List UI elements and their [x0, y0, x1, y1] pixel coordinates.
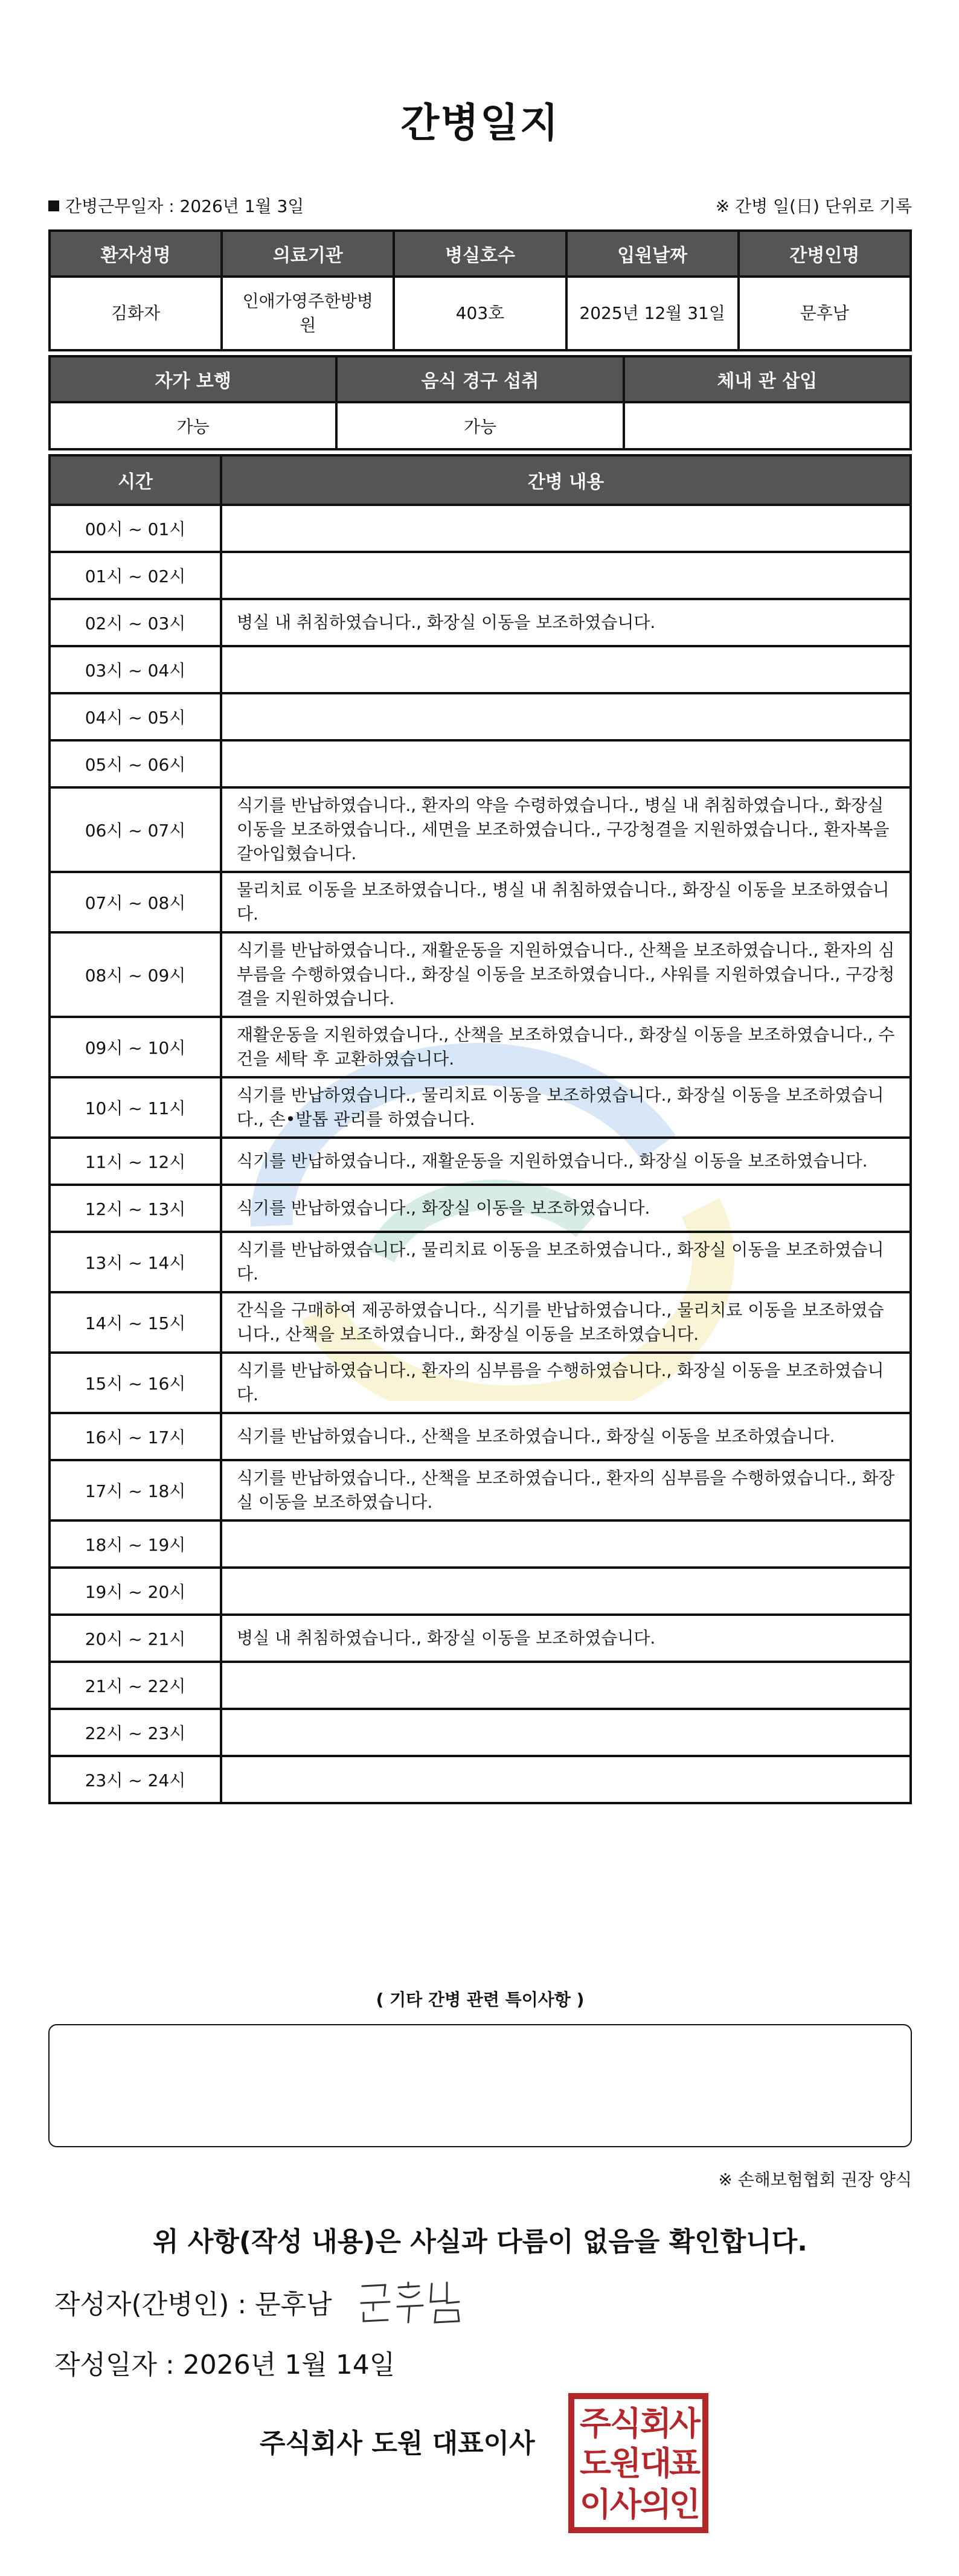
care-content-cell — [221, 552, 911, 599]
care-content-cell: 식기를 반납하였습니다., 물리치료 이동을 보조하였습니다., 화장실 이동을 보조하였습니다. — [221, 1232, 911, 1292]
table-row — [50, 599, 911, 646]
time-cell: 09시 ~ 10시 — [50, 1017, 221, 1077]
caregiver-name-value: 문후남 — [739, 277, 911, 350]
document-title: 간병일지 — [400, 100, 560, 146]
table-row — [50, 1615, 911, 1662]
header-oral-intake: 음식 경구 섭취 — [336, 356, 623, 402]
work-date-text: 간병근무일자 : 2026년 1월 3일 — [65, 196, 304, 216]
care-content-cell: 식기를 반납하였습니다., 재활운동을 지원하였습니다., 산책을 보조하였습니다., 환자의 심부름을 수행하였습니다., 화장실 이동을 보조하였습니다., 샤워를 지원하였습니다., 구강청결을 지원하였습니다. — [221, 932, 911, 1017]
svg-text:사: 사 — [669, 2405, 701, 2443]
patient-condition-table — [48, 355, 912, 450]
time-cell: 21시 ~ 22시 — [50, 1662, 221, 1709]
table-row — [50, 1460, 911, 1520]
memo-box — [48, 2024, 912, 2147]
header-admission-date: 입원날짜 — [566, 231, 739, 277]
confirmation-statement: 위 사항(작성 내용)은 사실과 다름이 없음을 확인합니다. — [153, 2226, 807, 2257]
time-cell: 04시 ~ 05시 — [50, 693, 221, 740]
time-cell: 22시 ~ 23시 — [50, 1709, 221, 1756]
time-cell: 10시 ~ 11시 — [50, 1077, 221, 1138]
care-content-cell: 식기를 반납하였습니다., 화장실 이동을 보조하였습니다. — [221, 1185, 911, 1232]
time-cell: 03시 ~ 04시 — [50, 646, 221, 693]
header-care-content: 간병 내용 — [221, 455, 911, 505]
care-content-cell — [221, 1568, 911, 1615]
table-row — [50, 1232, 911, 1292]
table-row — [50, 1185, 911, 1232]
table-row — [50, 552, 911, 599]
time-cell: 07시 ~ 08시 — [50, 872, 221, 932]
table-row — [50, 787, 911, 872]
care-content-cell — [221, 1709, 911, 1756]
svg-text:주: 주 — [579, 2405, 612, 2443]
header-patient-name: 환자성명 — [50, 231, 222, 277]
table-row — [50, 505, 911, 552]
table-row — [50, 1353, 911, 1413]
time-cell: 20시 ~ 21시 — [50, 1615, 221, 1662]
care-content-cell: 식기를 반납하였습니다., 재활운동을 지원하였습니다., 화장실 이동을 보조하였습니다. — [221, 1138, 911, 1185]
room-number-value: 403호 — [394, 277, 566, 350]
svg-text:인: 인 — [669, 2485, 701, 2523]
header-hospital: 의료기관 — [222, 231, 394, 277]
time-cell: 18시 ~ 19시 — [50, 1520, 221, 1568]
hospital-value: 인애가영주한방병원 — [222, 277, 394, 350]
care-content-cell — [221, 1756, 911, 1803]
care-content-cell — [221, 646, 911, 693]
time-cell: 01시 ~ 02시 — [50, 552, 221, 599]
write-date-line: 작성일자 : 2026년 1월 14일 — [54, 2350, 396, 2380]
table-row — [50, 1017, 911, 1077]
form-note: ※ 손해보험협회 권장 양식 — [718, 2170, 912, 2190]
svg-text:의: 의 — [640, 2485, 672, 2523]
svg-text:표: 표 — [669, 2444, 701, 2482]
table-row — [50, 740, 911, 787]
table-row — [50, 872, 911, 932]
memo-title: ( 기타 간병 관련 특이사항 ) — [376, 1990, 585, 2010]
patient-name-value: 김화자 — [50, 277, 222, 350]
table-row — [50, 1756, 911, 1803]
time-cell: 00시 ~ 01시 — [50, 505, 221, 552]
handwritten-signature — [356, 2275, 477, 2332]
header-time: 시간 — [50, 455, 221, 505]
care-content-cell: 간식을 구매하여 제공하였습니다., 식기를 반납하였습니다., 물리치료 이동을 보조하였습니다., 산책을 보조하였습니다., 화장실 이동을 보조하였습니다. — [221, 1292, 911, 1353]
care-log-table — [48, 454, 912, 1804]
care-content-cell: 식기를 반납하였습니다., 환자의 약을 수령하였습니다., 병실 내 취침하였습니다., 화장실 이동을 보조하였습니다., 세면을 보조하였습니다., 구강청결을 지원하였습니다., 환자복을 갈아입혔습니다. — [221, 787, 911, 872]
table-row — [50, 1520, 911, 1568]
table-row — [50, 1292, 911, 1353]
table-row — [50, 1709, 911, 1756]
care-content-cell — [221, 505, 911, 552]
header-room-number: 병실호수 — [394, 231, 566, 277]
time-cell: 13시 ~ 14시 — [50, 1232, 221, 1292]
patient-info-table — [48, 229, 912, 351]
table-row — [50, 1413, 911, 1460]
care-content-cell: 병실 내 취침하였습니다., 화장실 이동을 보조하였습니다. — [221, 1615, 911, 1662]
square-bullet-icon — [48, 200, 59, 211]
admission-date-value: 2025년 12월 31일 — [566, 277, 739, 350]
care-log-rows — [50, 505, 911, 1803]
care-content-cell — [221, 740, 911, 787]
time-cell: 06시 ~ 07시 — [50, 787, 221, 872]
care-content-cell — [221, 1662, 911, 1709]
work-date — [48, 193, 304, 217]
header-caregiver-name: 간병인명 — [739, 231, 911, 277]
time-cell: 19시 ~ 20시 — [50, 1568, 221, 1615]
table-row — [50, 932, 911, 1017]
time-cell: 11시 ~ 12시 — [50, 1138, 221, 1185]
company-representative: 주식회사 도원 대표이사 — [260, 2428, 535, 2459]
table-row — [50, 1138, 911, 1185]
care-content-cell: 병실 내 취침하였습니다., 화장실 이동을 보조하였습니다. — [221, 599, 911, 646]
care-content-cell: 재활운동을 지원하였습니다., 산책을 보조하였습니다., 화장실 이동을 보조하였습니다., 수건을 세탁 후 교환하였습니다. — [221, 1017, 911, 1077]
tube-insertion-value — [624, 402, 911, 449]
table-row — [50, 1568, 911, 1615]
care-content-cell — [221, 1520, 911, 1568]
time-cell: 08시 ~ 09시 — [50, 932, 221, 1017]
unit-note: ※ 간병 일(日) 단위로 기록 — [715, 196, 912, 216]
care-content-cell: 식기를 반납하였습니다., 산책을 보조하였습니다., 화장실 이동을 보조하였습니다. — [221, 1413, 911, 1460]
time-cell: 14시 ~ 15시 — [50, 1292, 221, 1353]
care-content-cell — [221, 693, 911, 740]
svg-text:대: 대 — [640, 2444, 672, 2482]
time-cell: 17시 ~ 18시 — [50, 1460, 221, 1520]
self-walking-value: 가능 — [50, 402, 336, 449]
svg-text:원: 원 — [609, 2444, 642, 2482]
time-cell: 16시 ~ 17시 — [50, 1413, 221, 1460]
care-content-cell: 물리치료 이동을 보조하였습니다., 병실 내 취침하였습니다., 화장실 이동을 보조하였습니다. — [221, 872, 911, 932]
care-content-cell: 식기를 반납하였습니다., 산책을 보조하였습니다., 환자의 심부름을 수행하였습니다., 화장실 이동을 보조하였습니다. — [221, 1460, 911, 1520]
svg-text:이: 이 — [579, 2485, 612, 2523]
table-row — [50, 1077, 911, 1138]
header-self-walking: 자가 보행 — [50, 356, 336, 402]
writer-line: 작성자(간병인) : 문후남 — [54, 2289, 332, 2320]
oral-intake-value: 가능 — [336, 402, 623, 449]
svg-text:사: 사 — [609, 2485, 642, 2523]
table-row — [50, 693, 911, 740]
company-seal-stamp — [568, 2392, 709, 2536]
svg-text:식: 식 — [609, 2405, 642, 2443]
header-tube-insertion: 체내 관 삽입 — [624, 356, 911, 402]
care-content-cell: 식기를 반납하였습니다., 물리치료 이동을 보조하였습니다., 화장실 이동을 보조하였습니다., 손•발톱 관리를 하였습니다. — [221, 1077, 911, 1138]
svg-text:회: 회 — [640, 2405, 672, 2443]
time-cell: 02시 ~ 03시 — [50, 599, 221, 646]
table-row — [50, 646, 911, 693]
care-content-cell: 식기를 반납하였습니다., 환자의 심부름을 수행하였습니다., 화장실 이동을 보조하였습니다. — [221, 1353, 911, 1413]
table-row — [50, 1662, 911, 1709]
time-cell: 15시 ~ 16시 — [50, 1353, 221, 1413]
svg-text:도: 도 — [579, 2444, 612, 2482]
time-cell: 23시 ~ 24시 — [50, 1756, 221, 1803]
time-cell: 05시 ~ 06시 — [50, 740, 221, 787]
time-cell: 12시 ~ 13시 — [50, 1185, 221, 1232]
